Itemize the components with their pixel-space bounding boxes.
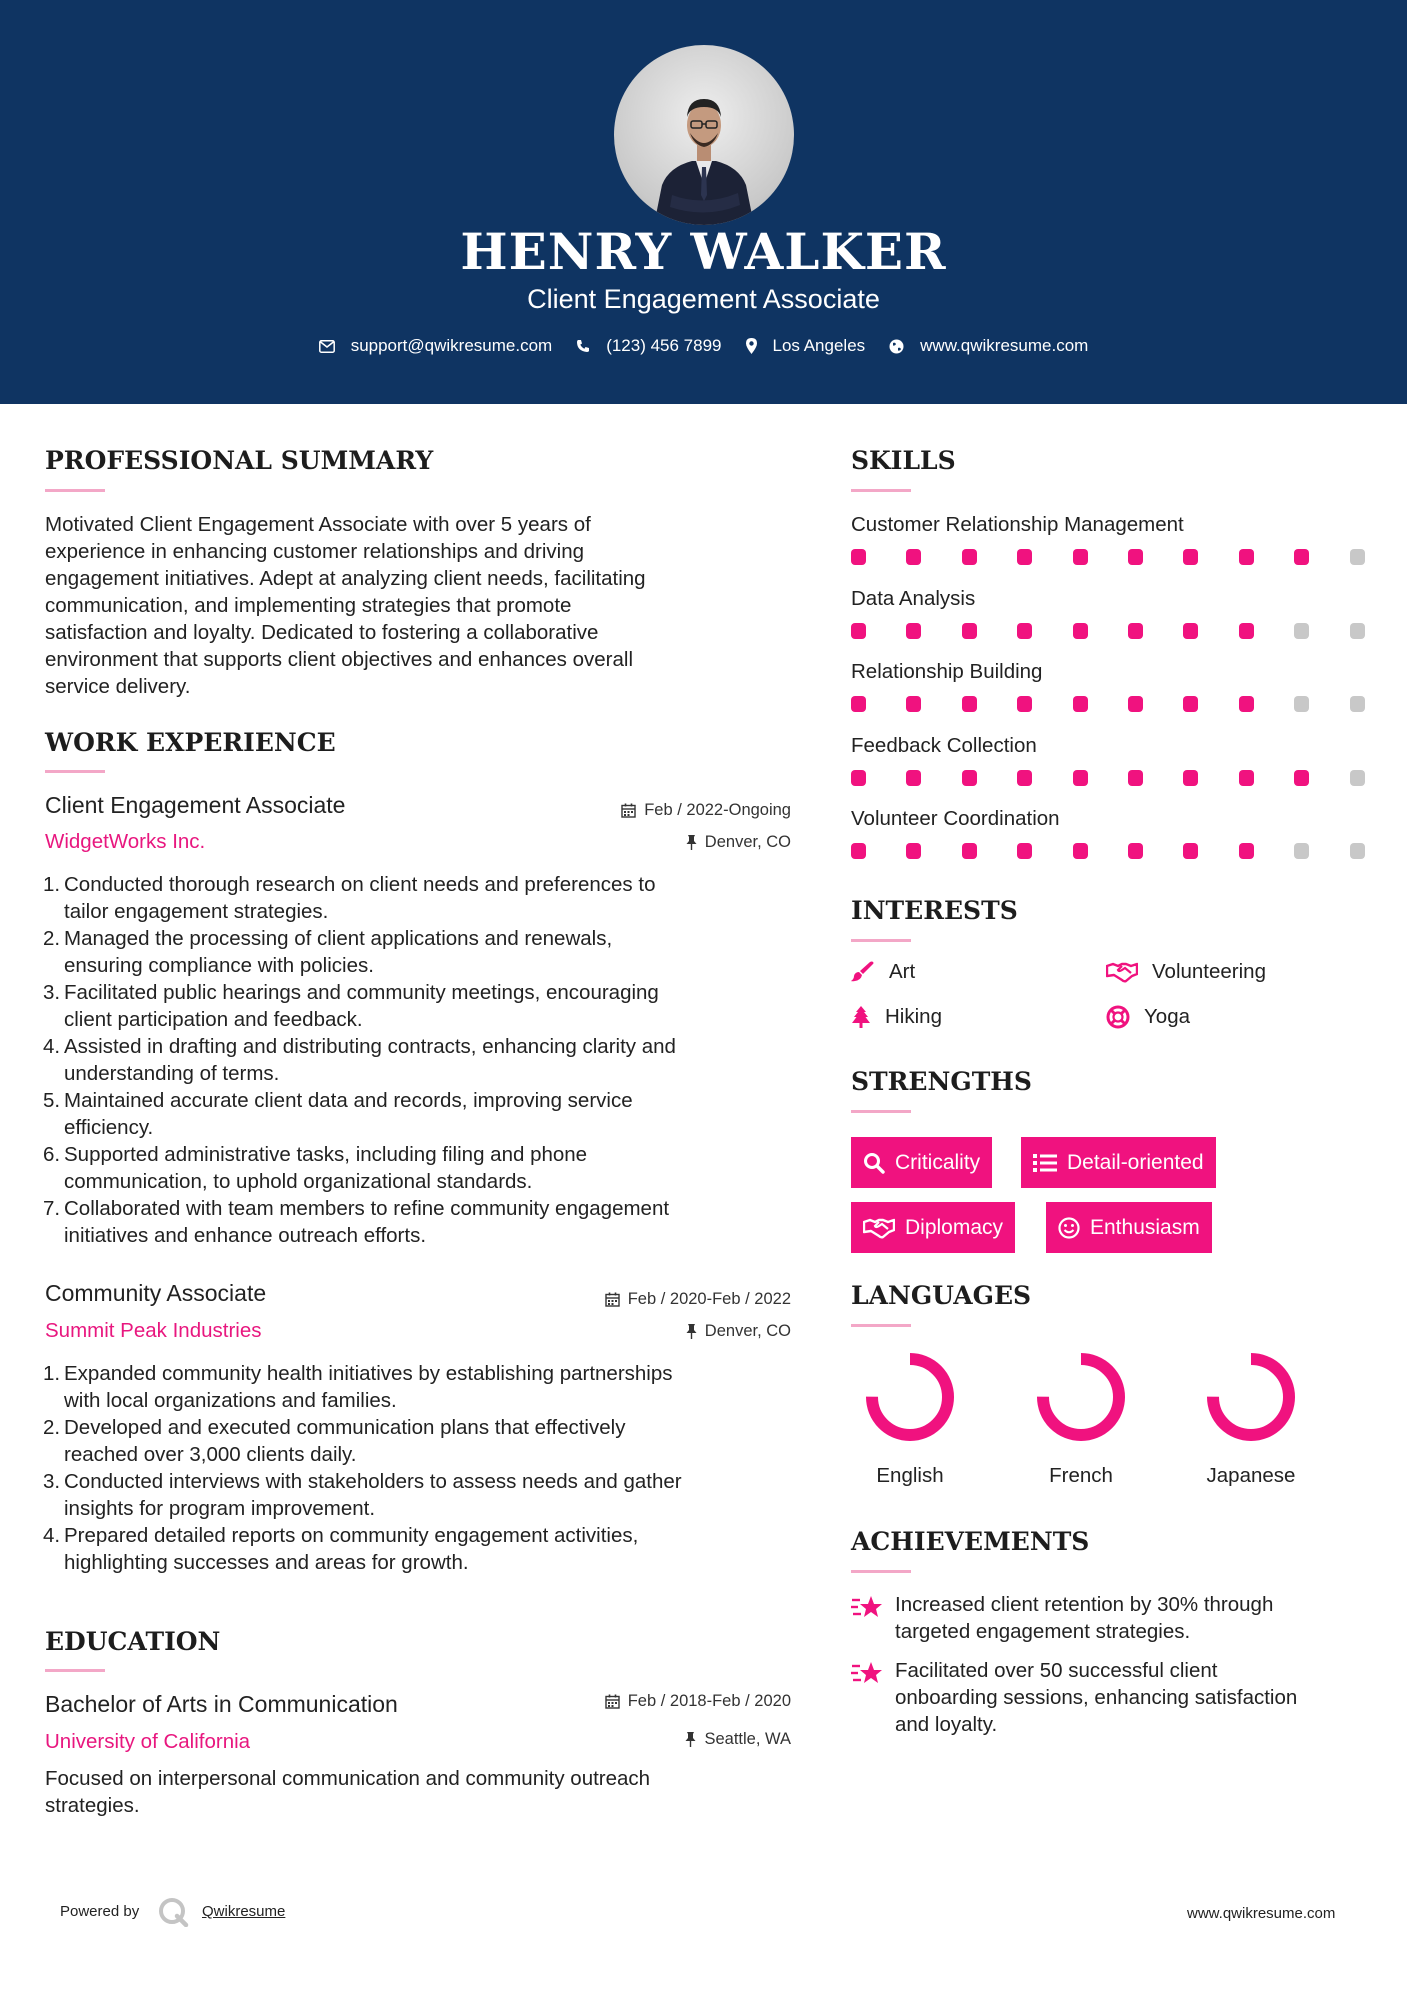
skill-dot-filled: [1183, 843, 1198, 859]
job-date-text: Feb / 2022-Ongoing: [644, 801, 791, 819]
list-item: 4. Assisted in drafting and distributing contracts, enhancing clarity and understanding of terms.: [43, 1035, 676, 1085]
envelope-icon: [319, 340, 335, 353]
education-heading: EDUCATION: [45, 1627, 221, 1656]
skill-dot-filled: [1239, 696, 1254, 712]
website-text: www.qwikresume.com: [920, 336, 1089, 355]
language-arc: [872, 1359, 948, 1435]
job-date: [480, 801, 791, 820]
skill-rating: [851, 770, 1365, 786]
list-item: 3. Conducted interviews with stakeholders to assess needs and gather insights for program improvement.: [43, 1470, 682, 1520]
education-date-text: Feb / 2018-Feb / 2020: [627, 1692, 791, 1710]
language-gauge: [1181, 1347, 1321, 1452]
summary-heading: PROFESSIONAL SUMMARY: [45, 446, 434, 475]
handshake-icon: [1106, 961, 1138, 983]
skill-name: Feedback Collection: [851, 733, 1037, 757]
skill-rating: [851, 623, 1365, 639]
achievement-item: [895, 1591, 1375, 1645]
interest-art: [851, 960, 915, 984]
skill-dot-filled: [1128, 623, 1143, 639]
skill-dot-filled: [851, 843, 866, 859]
pin-icon: [686, 1324, 697, 1339]
skill-rating: [851, 549, 1365, 565]
skill-dot-filled: [1017, 549, 1032, 565]
job-location-text: Denver, CO: [704, 833, 791, 851]
contact-website[interactable]: [889, 336, 1088, 356]
skill-dot-empty: [1350, 843, 1365, 859]
interest-volunteering: [1106, 960, 1266, 984]
skill-dot-filled: [906, 843, 921, 859]
education-desc-line: Focused on interpersonal communication and community outreach: [45, 1767, 651, 1790]
achievement-line: targeted engagement strategies.: [895, 1620, 1191, 1643]
strength-label: Criticality: [895, 1150, 981, 1174]
skill-dot-filled: [906, 770, 921, 786]
skill-dot-filled: [1128, 696, 1143, 712]
skill-rating: [851, 696, 1365, 712]
skills-heading: SKILLS: [851, 446, 956, 475]
strength-chip: [1046, 1202, 1212, 1253]
summary-line: experience in enhancing customer relationships and driving: [45, 540, 585, 563]
skill-dot-filled: [1183, 770, 1198, 786]
education-underline: [45, 1669, 105, 1672]
skill-dot-filled: [962, 623, 977, 639]
globe-icon: [889, 339, 904, 354]
lifebuoy-icon: [1106, 1005, 1130, 1029]
skill-dot-filled: [851, 549, 866, 565]
skill-dot-filled: [1239, 623, 1254, 639]
powered-by-label: Powered by: [60, 1903, 140, 1920]
summary-underline: [45, 489, 105, 492]
interest-label: Hiking: [885, 1005, 942, 1028]
strength-label: Diplomacy: [905, 1215, 1004, 1239]
list-item: 5. Maintained accurate client data and records, improving service efficiency.: [43, 1089, 633, 1139]
skill-dot-filled: [1183, 549, 1198, 565]
education-location-text: Seattle, WA: [704, 1730, 791, 1748]
contact-bar: [0, 336, 1407, 356]
calendar-icon: [605, 1292, 620, 1307]
job-date-text: Feb / 2020-Feb / 2022: [627, 1290, 791, 1308]
job-title: Community Associate: [45, 1280, 267, 1306]
language-arc: [1213, 1359, 1289, 1435]
skill-dot-filled: [962, 549, 977, 565]
qwikresume-link[interactable]: Qwikresume: [202, 1903, 286, 1920]
list-item: 2. Developed and executed communication plans that effectively reached over 3,000 clients daily.: [43, 1416, 626, 1466]
skill-name: Volunteer Coordination: [851, 807, 1060, 830]
skill-dot-filled: [851, 770, 866, 786]
skill-dot-filled: [1073, 843, 1088, 859]
language-label: Japanese: [1206, 1464, 1296, 1487]
skill-dot-filled: [851, 623, 866, 639]
search-icon: [863, 1152, 885, 1174]
trophy-star-icon: [851, 1594, 883, 1627]
phone-icon: [576, 339, 590, 353]
achievements-heading: ACHIEVEMENTS: [851, 1527, 1090, 1556]
strength-label: Detail-oriented: [1067, 1150, 1204, 1174]
job-company: WidgetWorks Inc.: [45, 830, 206, 853]
interest-label: Art: [889, 960, 916, 983]
skill-dot-filled: [851, 696, 866, 712]
skill-dot-filled: [962, 770, 977, 786]
summary-line: environment that supports client objectives and enhances overall: [45, 648, 634, 671]
list-item: 1. Conducted thorough research on client needs and preferences to tailor engagement strategies.: [43, 873, 656, 923]
list-item: 7. Collaborated with team members to refine community engagement initiatives and enhance outreach efforts.: [43, 1197, 670, 1247]
profile-photo: [614, 45, 794, 225]
contact-phone[interactable]: [576, 336, 721, 356]
skill-dot-filled: [1017, 696, 1032, 712]
skill-dot-filled: [1128, 770, 1143, 786]
trophy-star-icon: [851, 1660, 883, 1693]
degree-title: Bachelor of Arts in Communication: [45, 1691, 398, 1717]
skill-dot-empty: [1350, 696, 1365, 712]
calendar-icon: [621, 803, 636, 818]
languages-heading: LANGUAGES: [851, 1281, 1032, 1310]
skill-dot-filled: [1017, 843, 1032, 859]
phone-text: (123) 456 7899: [606, 336, 722, 355]
skill-dot-filled: [962, 843, 977, 859]
language-arc: [1043, 1359, 1119, 1435]
language-label: French: [1049, 1464, 1113, 1487]
calendar-icon: [605, 1694, 620, 1709]
job-duties: [45, 1360, 805, 1576]
skill-name: Relationship Building: [851, 660, 1043, 683]
skill-name: Customer Relationship Management: [851, 513, 1184, 536]
achievements-underline: [851, 1570, 911, 1573]
achievement-line: onboarding sessions, enhancing satisfaction: [895, 1686, 1298, 1709]
interest-label: Volunteering: [1152, 960, 1266, 983]
language-label: English: [876, 1464, 944, 1487]
experience-underline: [45, 770, 105, 773]
language-gauge: [1011, 1347, 1151, 1452]
location-text: Los Angeles: [772, 336, 866, 355]
job-company: Summit Peak Industries: [45, 1319, 262, 1342]
achievement-line: and loyalty.: [895, 1713, 998, 1736]
summary-text: [45, 511, 785, 700]
job-title: Client Engagement Associate: [45, 792, 346, 818]
resume-header: [0, 0, 1407, 404]
summary-line: communication, and implementing strategies that promote: [45, 594, 572, 617]
list-icon: [1033, 1153, 1057, 1173]
skill-dot-filled: [1128, 843, 1143, 859]
pin-icon: [686, 835, 697, 850]
achievement-item: [895, 1657, 1375, 1738]
handshake-icon: [863, 1217, 895, 1239]
qwikresume-logo-icon: [158, 1897, 190, 1932]
strengths-underline: [851, 1110, 911, 1113]
skill-dot-filled: [1183, 696, 1198, 712]
experience-heading: WORK EXPERIENCE: [45, 728, 336, 757]
footer-website[interactable]: www.qwikresume.com: [1187, 1905, 1336, 1922]
email-text: support@qwikresume.com: [350, 336, 553, 355]
school-name: University of California: [45, 1730, 251, 1753]
education-date: [480, 1692, 791, 1711]
skill-dot-empty: [1294, 696, 1309, 712]
skill-dot-empty: [1350, 623, 1365, 639]
skill-dot-filled: [1239, 549, 1254, 565]
list-item: 3. Facilitated public hearings and community meetings, encouraging client participation and feedback.: [43, 981, 659, 1031]
achievement-line: Increased client retention by 30% through: [895, 1593, 1274, 1616]
language-gauge: [840, 1347, 980, 1452]
strength-chip: [1021, 1137, 1216, 1188]
job-location: [480, 1322, 791, 1341]
skill-dot-filled: [1073, 770, 1088, 786]
job-location: [480, 833, 791, 852]
skill-dot-empty: [1350, 770, 1365, 786]
education-location: [480, 1730, 791, 1749]
candidate-name: HENRY WALKER: [460, 222, 947, 281]
job-duties: [45, 871, 805, 1249]
languages-underline: [851, 1324, 911, 1327]
paintbrush-icon: [851, 961, 875, 983]
strength-chip: [851, 1137, 992, 1188]
skill-dot-filled: [1073, 623, 1088, 639]
summary-line: Motivated Client Engagement Associate with over 5 years of: [45, 513, 591, 536]
strength-label: Enthusiasm: [1090, 1215, 1200, 1239]
skill-dot-empty: [1294, 623, 1309, 639]
interest-hiking: [851, 1005, 942, 1029]
pin-icon: [685, 1732, 696, 1747]
interest-yoga: [1106, 1005, 1190, 1029]
skill-dot-filled: [1128, 549, 1143, 565]
map-marker-icon: [746, 338, 757, 354]
skill-name: Data Analysis: [851, 586, 976, 610]
job-location-text: Denver, CO: [704, 1322, 791, 1340]
skill-rating: [851, 843, 1365, 859]
skill-dot-filled: [906, 623, 921, 639]
skill-dot-filled: [906, 696, 921, 712]
job-date: [480, 1290, 791, 1309]
skills-underline: [851, 489, 911, 492]
smile-icon: [1058, 1217, 1080, 1239]
skill-dot-filled: [1073, 696, 1088, 712]
interests-underline: [851, 939, 911, 942]
skill-dot-filled: [1017, 623, 1032, 639]
contact-location: [746, 336, 866, 356]
skill-dot-filled: [1017, 770, 1032, 786]
education-desc-line: strategies.: [45, 1794, 140, 1817]
skill-dot-filled: [1073, 549, 1088, 565]
tree-icon: [851, 1006, 871, 1028]
interests-heading: INTERESTS: [851, 896, 1018, 925]
list-item: 6. Supported administrative tasks, including filing and phone communication, to uphold organizational standards.: [43, 1143, 588, 1193]
skill-dot-filled: [962, 696, 977, 712]
education-description: [45, 1765, 805, 1819]
skill-dot-empty: [1294, 843, 1309, 859]
strength-chip: [851, 1202, 1015, 1253]
achievement-line: Facilitated over 50 successful client: [895, 1659, 1218, 1682]
skill-dot-filled: [1239, 770, 1254, 786]
skill-dot-filled: [1294, 770, 1309, 786]
skill-dot-filled: [1239, 843, 1254, 859]
interest-label: Yoga: [1144, 1005, 1190, 1028]
list-item: 1. Expanded community health initiatives by establishing partnerships with local organizations and families.: [43, 1362, 673, 1412]
candidate-title: Client Engagement Associate: [527, 284, 880, 314]
summary-line: satisfaction and loyalty. Dedicated to fostering a collaborative: [45, 621, 599, 644]
skill-dot-filled: [1183, 623, 1198, 639]
summary-line: engagement initiatives. Adept at analyzing client needs, facilitating: [45, 567, 646, 590]
strengths-heading: STRENGTHS: [851, 1067, 1032, 1096]
skill-dot-filled: [906, 549, 921, 565]
contact-email[interactable]: [319, 336, 553, 356]
summary-line: service delivery.: [45, 675, 191, 698]
skill-dot-empty: [1350, 549, 1365, 565]
list-item: 4. Prepared detailed reports on community engagement activities, highlighting successes and areas for growth.: [43, 1524, 639, 1574]
list-item: 2. Managed the processing of client applications and renewals, ensuring compliance with policies.: [43, 927, 613, 977]
skill-dot-filled: [1294, 549, 1309, 565]
